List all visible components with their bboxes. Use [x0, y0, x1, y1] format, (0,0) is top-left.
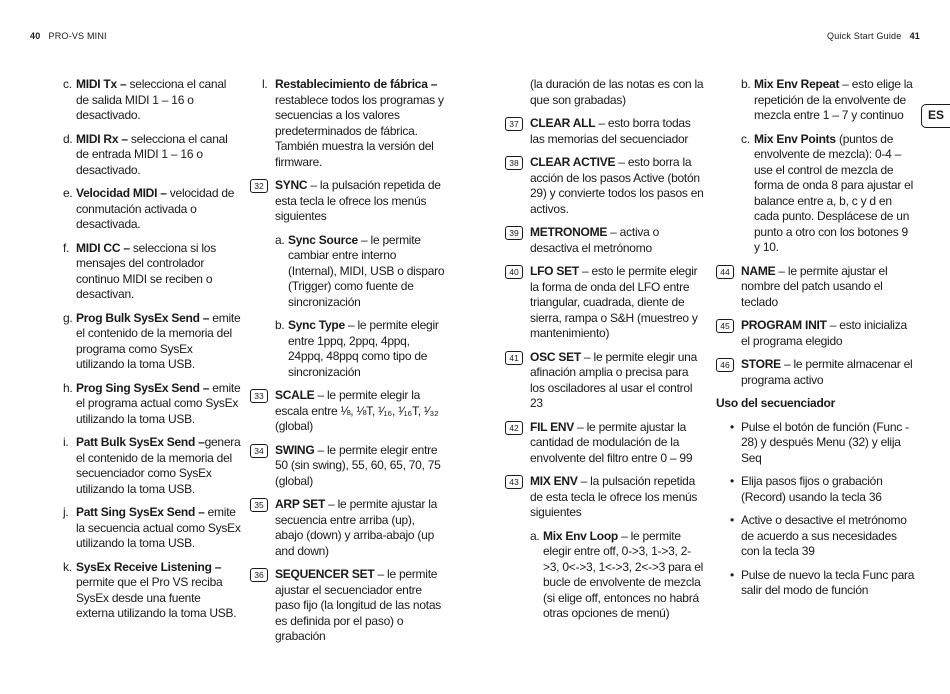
item-title: Velocidad MIDI –: [76, 186, 167, 200]
item-text: – la pulsación repetida de esta tecla le ofrece los menús siguientes: [275, 178, 441, 223]
item-title: Restablecimiento de fábrica –: [275, 77, 438, 91]
list-item: [63, 380, 241, 428]
column-2: [254, 77, 445, 653]
item-text: – le permite ajustar el secuenciador entre paso fijo (la longitud de las notas es definida por el paso) o grabación: [275, 567, 442, 643]
item-number-badge: 38: [505, 156, 523, 170]
bullet-dot-icon: •: [730, 567, 734, 582]
numbered-item: [509, 419, 705, 467]
item-title: Patt Sing SysEx Send –: [76, 505, 205, 519]
column-4: [716, 77, 916, 607]
item-text: – esto borra la acción de los pasos Active (botón 29) y convierte todos los pasos en activos.: [530, 155, 704, 216]
sub-item-title: Mix Env Repeat: [754, 77, 840, 91]
item-text: – le permite ajustar el nombre del patch usando el teclado: [741, 263, 888, 309]
list-item: [63, 435, 241, 497]
item-number-badge: 36: [250, 568, 268, 582]
item-letter: j.: [63, 505, 69, 519]
sub-item-letter: c.: [741, 131, 750, 146]
item-title: SCALE: [275, 388, 315, 402]
item-number-badge: 39: [505, 226, 523, 240]
language-tab: ES: [921, 104, 950, 128]
numbered-item: [509, 225, 705, 256]
list-item: [63, 131, 241, 179]
item-title: MIDI Rx –: [76, 131, 128, 146]
item-title: STORE: [741, 357, 781, 371]
sub-item: [741, 77, 916, 124]
sub-item-title: Sync Source: [288, 232, 358, 247]
item-letter: g.: [63, 310, 73, 325]
item-letter: e.: [63, 186, 73, 200]
item-title: MIX ENV: [530, 474, 578, 488]
item-number-badge: 45: [716, 319, 734, 333]
numbered-item: [254, 442, 445, 490]
item-text: – le permite almacenar el programa activo: [741, 357, 913, 387]
item-title: PROGRAM INIT: [741, 318, 827, 332]
sub-item: [275, 318, 445, 380]
sub-item-letter: a.: [275, 232, 285, 247]
numbered-item: [254, 567, 445, 645]
numbered-item: [254, 178, 445, 380]
column-1: [63, 77, 241, 630]
bullet-dot-icon: •: [730, 513, 734, 527]
item-title: Prog Sing SysEx Send –: [76, 380, 210, 395]
sub-item-letter: b.: [275, 318, 285, 332]
item-number-badge: 34: [250, 444, 268, 458]
numbered-item: [254, 388, 445, 435]
item-text: – le permite ajustar la secuencia entre arriba (up), abajo (down) y arriba-abajo (up and down): [275, 497, 438, 558]
item-number-badge: 43: [505, 475, 523, 489]
item-text: selecciona el canal de salida MIDI 1 – 16 o desactivado.: [76, 77, 227, 122]
left-page-number: 40: [30, 31, 41, 41]
bullet-item: [728, 474, 916, 505]
item-text: velocidad de conmutación activada o desactivada.: [76, 186, 235, 231]
item-text: – la pulsación repetida de esta tecla le ofrece los menús siguientes: [530, 474, 698, 519]
sequencer-heading: Uso del secuenciador: [716, 396, 836, 410]
item-text: emite el programa actual como SysEx utilizando la toma USB.: [76, 380, 241, 426]
item-letter: l.: [262, 77, 268, 91]
left-page-title: PRO-VS MINI: [48, 31, 107, 41]
left-page-header: [30, 31, 107, 41]
item-title: LFO SET: [530, 264, 579, 278]
item-number-badge: 44: [716, 265, 734, 279]
item-number-badge: 35: [250, 498, 268, 512]
sub-item-title: Mix Env Points: [754, 131, 836, 146]
numbered-item: [509, 474, 705, 622]
item-text: emite la secuencia actual como SysEx utilizando la toma USB.: [76, 505, 241, 550]
list-item: [63, 77, 241, 124]
item-text: – le permite elegir la escala entre ⅛, ⅛T, ¹⁄₁₆, ¹⁄₁₆T, ¹⁄₃₂ (global): [275, 388, 439, 433]
item-title: SEQUENCER SET: [275, 567, 375, 581]
item-title: MIDI CC –: [76, 240, 130, 255]
item-text: – esto borra todas las memorias del secuenciador: [530, 116, 691, 146]
sub-item-text: – le permite cambiar entre interno (Internal), MIDI, USB o disparo (Trigger) como fuente de sincronización: [288, 232, 445, 309]
item-text: permite que el Pro VS reciba SysEx desde una fuente externa utilizando la toma USB.: [76, 575, 237, 620]
sub-item-letter: a.: [530, 528, 540, 543]
item-letter: d.: [63, 131, 73, 146]
item-title: SWING: [275, 442, 315, 457]
numbered-item: [720, 263, 916, 311]
item-text: – le permite elegir entre 50 (sin swing), 55, 60, 65, 70, 75 (global): [275, 442, 441, 488]
item-text: – le permite ajustar la cantidad de modulación de la envolvente del filtro entre 0 – 99: [530, 419, 693, 465]
list-item: [63, 505, 241, 552]
list-item: [63, 559, 241, 622]
item-number-badge: 42: [505, 421, 523, 435]
item-title: NAME: [741, 263, 776, 278]
item-letter: h.: [63, 380, 73, 395]
bullet-dot-icon: •: [730, 474, 734, 488]
numbered-item: [509, 155, 705, 217]
numbered-item: [509, 264, 705, 342]
list-item: [63, 186, 241, 233]
item-title: SysEx Receive Listening –: [76, 559, 222, 574]
sub-item: [741, 132, 916, 256]
sub-item-text: – le permite elegir entre off, 0->3, 1->3, 2->3, 0<->3, 1<->3, 2<->3 para el bucle de envolvente de mezcla (si elige off, entonces no habrá otras opciones de menú): [543, 528, 704, 620]
sub-item-letter: b.: [741, 77, 751, 91]
item-title: METRONOME: [530, 225, 608, 239]
item-title: Prog Bulk SysEx Send –: [76, 310, 210, 325]
sub-item-title: Sync Type: [288, 318, 345, 332]
item-number-badge: 41: [505, 351, 523, 365]
sub-item-title: Mix Env Loop: [543, 528, 618, 543]
sub-item-text: – le permite elegir entre 1ppq, 2ppq, 4ppq, 24ppq, 48ppq como tipo de sincronización: [288, 318, 439, 379]
item-text: – esto le permite elegir la forma de onda del LFO entre triangular, cuadrada, diente de sierra, rampa o S&H (muestreo y mantenimiento): [530, 264, 698, 340]
numbered-item: [254, 497, 445, 559]
item-text: – le permite elegir una afinación amplia o precisa para los osciladores al usar el control 23: [530, 349, 698, 410]
item-title: Patt Bulk SysEx Send –: [76, 435, 205, 449]
list-item-reset: [262, 77, 445, 170]
numbered-item: [720, 357, 916, 388]
item-text: emite el contenido de la memoria del programa como SysEx utilizando la toma USB.: [76, 310, 241, 371]
bullet-text: Pulse de nuevo la tecla Func para salir del modo de función: [741, 567, 915, 597]
item-text: selecciona el canal de entrada MIDI 1 – 16 o desactivado.: [76, 131, 228, 177]
numbered-item: [720, 318, 916, 349]
item-text: – activa o desactiva el metrónomo: [530, 225, 660, 255]
item-text: selecciona si los mensajes del controlador continuo MIDI se reciben o desactivan.: [76, 240, 216, 301]
continued-text: (la duración de las notas es con la que son grabadas): [530, 77, 704, 107]
list-item: [63, 240, 241, 303]
item-letter: k.: [63, 559, 72, 574]
column-3: [509, 77, 705, 630]
item-letter: c.: [63, 77, 72, 91]
bullet-text: Pulse el botón de función (Func - 28) y después Menu (32) y elija Seq: [741, 419, 909, 465]
item-text: – esto inicializa el programa elegido: [741, 318, 907, 348]
sub-item-text: (puntos de envolvente de mezcla): 0-4 – use el control de mezcla de forma de onda 8 para ajustar el balance entre a, b, c y d en cada punto. Desplácese de un punto a otro con los botones 9 y 10.: [754, 131, 914, 254]
bullet-item: [728, 420, 916, 467]
sub-item: [275, 233, 445, 311]
item-title: MIDI Tx –: [76, 77, 127, 91]
sub-item: [530, 529, 705, 622]
right-page-header: [827, 31, 920, 41]
bullet-item: [728, 568, 916, 599]
item-title: SYNC: [275, 178, 308, 192]
list-item: [63, 310, 241, 373]
item-letter: f.: [63, 240, 70, 255]
numbered-item: [509, 349, 705, 412]
bullet-text: Active o desactive el metrónomo de acuerdo a sus necesidades con la tecla 39: [741, 513, 907, 558]
item-title: CLEAR ACTIVE: [530, 155, 616, 169]
item-title: CLEAR ALL: [530, 116, 596, 130]
sub-item-text: – esto elige la repetición de la envolvente de mezcla entre 1 – 7 y continuo: [754, 77, 913, 122]
item-title: OSC SET: [530, 349, 581, 364]
bullet-dot-icon: •: [730, 419, 734, 434]
item-number-badge: 33: [250, 389, 268, 403]
item-text: genera el contenido de la memoria del secuenciador como SysEx utilizando la toma USB.: [76, 435, 241, 496]
item-title: FIL ENV: [530, 419, 575, 434]
item-number-badge: 40: [505, 265, 523, 279]
item-number-badge: 32: [250, 179, 268, 193]
item-text: restablece todos los programas y secuencias a los valores predeterminados de fábrica. También muestra la versión del firmware.: [275, 92, 444, 169]
bullet-item: [728, 513, 916, 560]
right-page-title: Quick Start Guide: [827, 31, 902, 41]
item-title: ARP SET: [275, 497, 326, 511]
numbered-item: [509, 116, 705, 147]
bullet-text: Elija pasos fijos o grabación (Record) usando la tecla 36: [741, 474, 883, 504]
item-number-badge: 46: [716, 358, 734, 372]
right-page-number: 41: [909, 31, 920, 41]
item-letter: i.: [63, 435, 69, 449]
item-number-badge: 37: [505, 117, 523, 131]
